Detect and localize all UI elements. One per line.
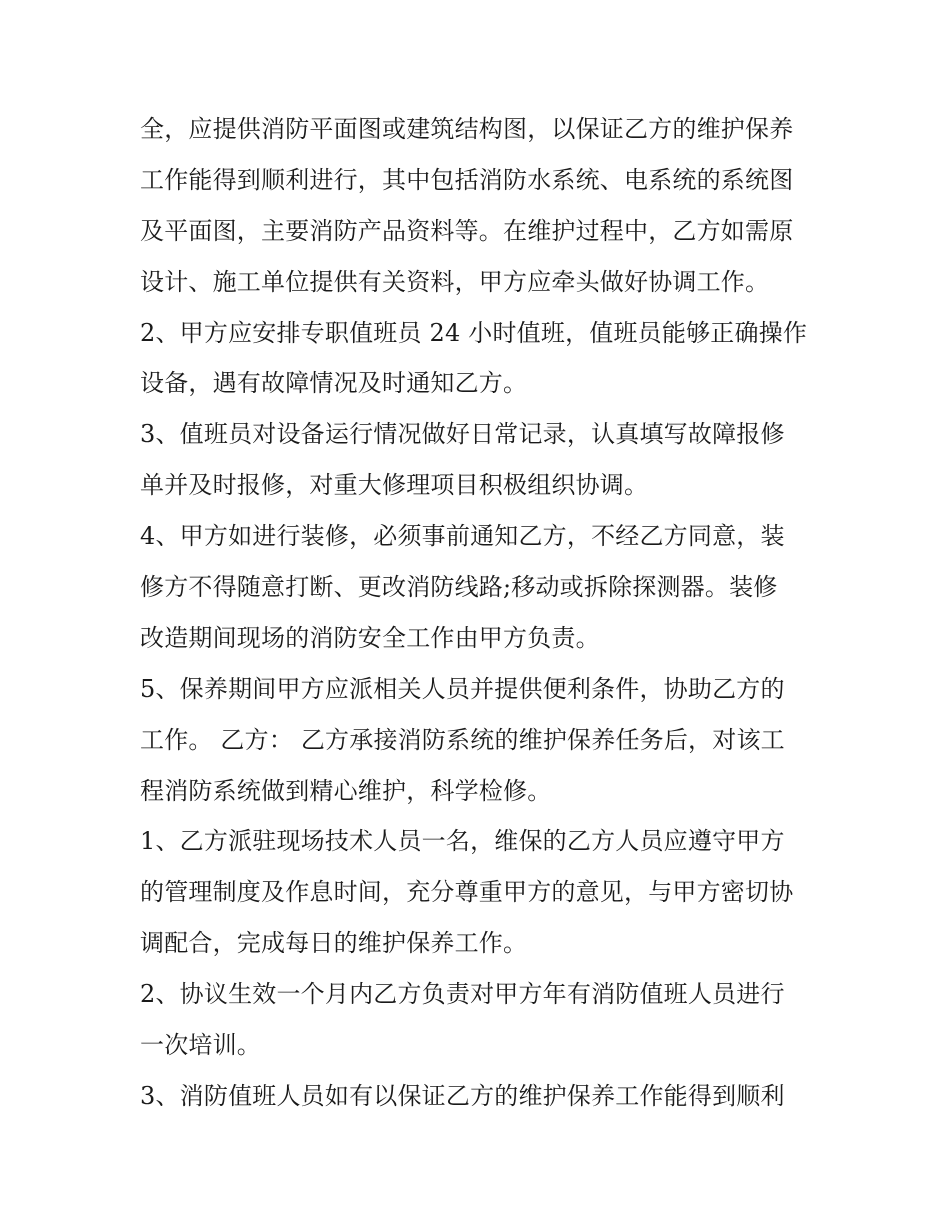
text-line: 全，应提供消防平面图或建筑结构图，以保证乙方的维护保养 xyxy=(140,115,794,143)
text-line: 3、消防值班人员如有以保证乙方的维护保养工作能得到顺利 xyxy=(140,1081,785,1110)
document-body xyxy=(140,104,820,1122)
text-line: 1、乙方派驻现场技术人员一名，维保的乙方人员应遵守甲方 xyxy=(140,827,785,856)
text-line: 改造期间现场的消防安全工作由甲方负责。 xyxy=(140,623,600,652)
text-line: 单并及时报修，对重大修理项目积极组织协调。 xyxy=(140,471,649,500)
text-line: 修方不得随意打断、更改消防线路;移动或拆除探测器。装修 xyxy=(140,573,778,602)
text-line: 2、协议生效一个月内乙方负责对甲方年有消防值班人员进行 xyxy=(140,980,785,1009)
text-line: 程消防系统做到精心维护，科学检修。 xyxy=(140,776,552,805)
text-line: 及平面图，主要消防产品资料等。在维护过程中，乙方如需原 xyxy=(140,216,794,245)
text-line: 工作。 乙方： 乙方承接消防系统的维护保养任务后，对该工 xyxy=(140,725,785,754)
text-line: 设备，遇有故障情况及时通知乙方。 xyxy=(140,369,528,398)
text-line: 4、甲方如进行装修，必须事前通知乙方，不经乙方同意，装 xyxy=(140,522,785,551)
text-line: 调配合，完成每日的维护保养工作。 xyxy=(140,929,528,958)
text-line: 3、值班员对设备运行情况做好日常记录，认真填写故障报修 xyxy=(140,420,785,449)
text-line: 5、保养期间甲方应派相关人员并提供便利条件，协助乙方的 xyxy=(140,674,785,703)
text-line: 工作能得到顺利进行，其中包括消防水系统、电系统的系统图 xyxy=(140,165,794,194)
text-line: 一次培训。 xyxy=(140,1031,261,1060)
text-line: 设计、施工单位提供有关资料，甲方应牵头做好协调工作。 xyxy=(140,267,770,296)
text-line: 的管理制度及作息时间，充分尊重甲方的意见，与甲方密切协 xyxy=(140,878,794,907)
text-line: 2、甲方应安排专职值班员 24 小时值班，值班员能够正确操作 xyxy=(140,318,808,347)
